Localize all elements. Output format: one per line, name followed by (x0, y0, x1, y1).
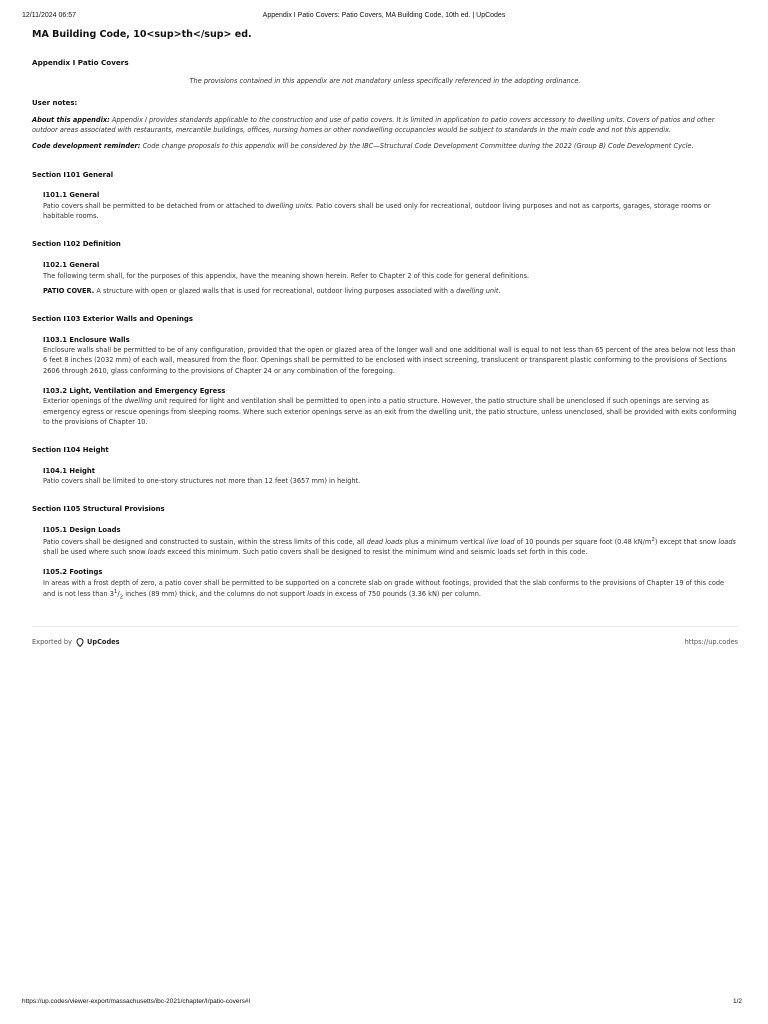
subsection-i103-1 (43, 335, 738, 376)
subsection-heading: I104.1 Height (43, 466, 95, 475)
subsection-text: Patio covers shall be limited to one-story structures not more than 12 feet (3657 mm) in height. (43, 477, 361, 486)
subsection-heading: I103.2 Light, Ventilation and Emergency Egress (43, 386, 226, 395)
footer-divider (32, 626, 738, 627)
subsection-text: Patio covers shall be permitted to be detached from or attached to dwelling units. Patio covers shall be used only for recreational, outdoor living purposes and not as carports, garages, storage rooms or habitable rooms. (43, 201, 711, 221)
location-pin-icon (76, 638, 84, 647)
subsection-i105-2 (43, 567, 738, 602)
print-url: https://up.codes/viewer-export/massachusetts/ibc-2021/chapter/I/patio-covers#I (22, 998, 251, 1005)
subsection-text: Exterior openings of the dwelling unit required for light and ventilation shall be permitted to open into a patio structure. However, the patio structure shall be unenclosed if such openings are serving as emergency egress or rescue openings from sleeping rooms. Where such exterior openings serve as an exit from the dwelling unit, the patio structure, unless unenclosed, shall be provided with exits conforming to the provisions of Chapter 10. (43, 397, 737, 426)
document-title: MA Building Code, 10<sup>th</sup> ed. (32, 29, 252, 40)
subsection-i104-1 (43, 466, 738, 487)
subsection-text: The following term shall, for the purposes of this appendix, have the meaning shown herein. Refer to Chapter 2 of this code for general definitions. (43, 271, 530, 280)
subsection-heading: I105.2 Footings (43, 568, 103, 577)
subsection-text: Enclosure walls shall be permitted to be of any configuration, provided that the open or glazed area of the longer wall and one additional wall is equal to not less than 65 percent of the area below not less than 6 feet 8 inches (2032 mm) of each wall, measured from the floor. Openings shall be permitted to be enclosed with insect screening, translucent or transparent plastic conforming to the provisions of Sections 2606 through 2610, glass conforming to the provisions of Chapter 24 or any combination of the foregoing. (43, 346, 736, 375)
section-heading-i105: Section I105 Structural Provisions (32, 505, 165, 514)
subsection-i105-1 (43, 525, 738, 557)
subsection-i102-1 (43, 260, 738, 296)
disclaimer: The provisions contained in this appendix are not mandatory unless specifically referenced in the adopting ordinance. (189, 76, 581, 85)
user-notes-heading: User notes: (32, 99, 78, 108)
reminder-label: Code development reminder: (32, 142, 141, 151)
subsection-i103-2 (43, 386, 738, 427)
subsection-i101-1 (43, 190, 738, 221)
subsection-heading: I105.1 Design Loads (43, 526, 121, 535)
definition-patio-cover: PATIO COVER. A structure with open or glazed walls that is used for recreational, outdoor living purposes associated with a dwelling unit. (43, 286, 501, 295)
about-appendix-note (32, 115, 738, 135)
appendix-title: Appendix I Patio Covers (32, 57, 129, 67)
print-footer (22, 998, 742, 1010)
export-bar (32, 637, 738, 649)
subsection-heading: I102.1 General (43, 260, 100, 269)
upcodes-link[interactable]: https://up.codes (684, 638, 738, 647)
print-page-title: Appendix I Patio Covers: Patio Covers, MA Building Code, 10th ed. | UpCodes (262, 12, 506, 19)
print-date: 12/11/2024 06:57 (22, 12, 76, 19)
reminder-text: Code change proposals to this appendix will be considered by the IBC—Structural Code Development Committee during the 2022 (Group B) Code Development Cycle. (142, 142, 694, 151)
subsection-heading: I103.1 Enclosure Walls (43, 335, 130, 344)
about-label: About this appendix: (32, 115, 110, 124)
subsection-text: Patio covers shall be designed and constructed to sustain, within the stress limits of this code, all dead loads plus a minimum vertical live load of 10 pounds per square foot (0.48 $kN/m^2$) except that snow loads shall be used where such snow loads exceed this minimum. Such patio covers shall be designed to resist the minimum wind and seismic loads set forth in this code. (43, 536, 736, 557)
code-development-note (32, 141, 738, 151)
page-number: 1/2 (732, 998, 742, 1005)
subsection-text: In areas with a frost depth of zero, a patio cover shall be permitted to be supported on a concrete slab on grade without footings, provided that the slab conforms to the provisions of Chapter 19 of this code and is not less than $3^1/_2$ inches (89 mm) thick, and the columns do not support loads in excess of 750 pounds (3.36 kN) per column. (43, 578, 725, 601)
definition-term: PATIO COVER. (43, 286, 95, 295)
section-heading-i104: Section I104 Height (32, 446, 109, 455)
upcodes-brand: UpCodes (87, 638, 120, 647)
exported-by (32, 637, 120, 647)
print-header (22, 12, 746, 24)
subsection-heading: I101.1 General (43, 191, 100, 200)
section-heading-i102: Section I102 Definition (32, 240, 121, 249)
about-text: Appendix I provides standards applicable to the construction and use of patio covers. It is limited in application to patio covers accessory to dwelling units. Covers of patios and other outdoor areas associated with restaurants, mercantile buildings, offices, nursing homes or other nondwelling occupancies would be subject to standards in the main code and not this appendix. (32, 115, 715, 135)
exported-by-label: Exported by (32, 638, 73, 647)
section-heading-i103: Section I103 Exterior Walls and Openings (32, 314, 193, 323)
document-content (32, 28, 738, 649)
section-heading-i101: Section I101 General (32, 170, 114, 179)
